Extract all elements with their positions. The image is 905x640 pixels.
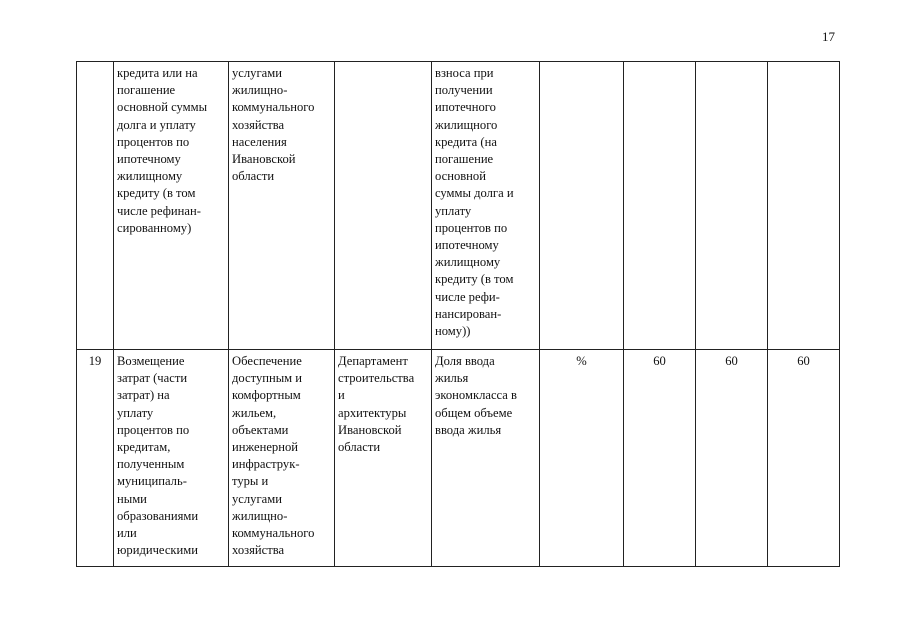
unit-cell: %	[540, 350, 624, 567]
row-number-cell	[77, 62, 114, 350]
value-cell-2	[696, 62, 768, 350]
row-number-cell: 19	[77, 350, 114, 567]
indicator-cell: Доля ввода жилья экономкласса в общем объеме ввода жилья	[432, 350, 540, 567]
table-row	[77, 350, 840, 567]
program-measures-table	[76, 61, 840, 567]
measure-cell: Возмещение затрат (части затрат) на уплату процентов по кредитам, полученным муниципаль- ными образованиями или юридическими	[114, 350, 229, 567]
unit-cell	[540, 62, 624, 350]
goal-cell: Обеспечение доступным и комфортным жильем, объектами инженерной инфраструк- туры и услугами жилищно- коммунального хозяйства	[229, 350, 335, 567]
measure-cell: кредита или на погашение основной суммы долга и уплату процентов по ипотечному жилищному кредиту (в том числе рефинан- сированному)	[114, 62, 229, 350]
table-row	[77, 62, 840, 350]
indicator-cell: взноса при получении ипотечного жилищного кредита (на погашение основной суммы долга и уплату процентов по ипотечному жилищному кредиту (в том числе рефи- нансирован- ному))	[432, 62, 540, 350]
value-cell-3	[768, 62, 840, 350]
value-cell-3: 60	[768, 350, 840, 567]
executor-cell	[335, 62, 432, 350]
value-cell-1: 60	[624, 350, 696, 567]
goal-cell: услугами жилищно- коммунального хозяйства населения Ивановской области	[229, 62, 335, 350]
executor-cell: Департамент строительства и архитектуры Ивановской области	[335, 350, 432, 567]
value-cell-1	[624, 62, 696, 350]
page-number: 17	[822, 29, 835, 44]
value-cell-2: 60	[696, 350, 768, 567]
